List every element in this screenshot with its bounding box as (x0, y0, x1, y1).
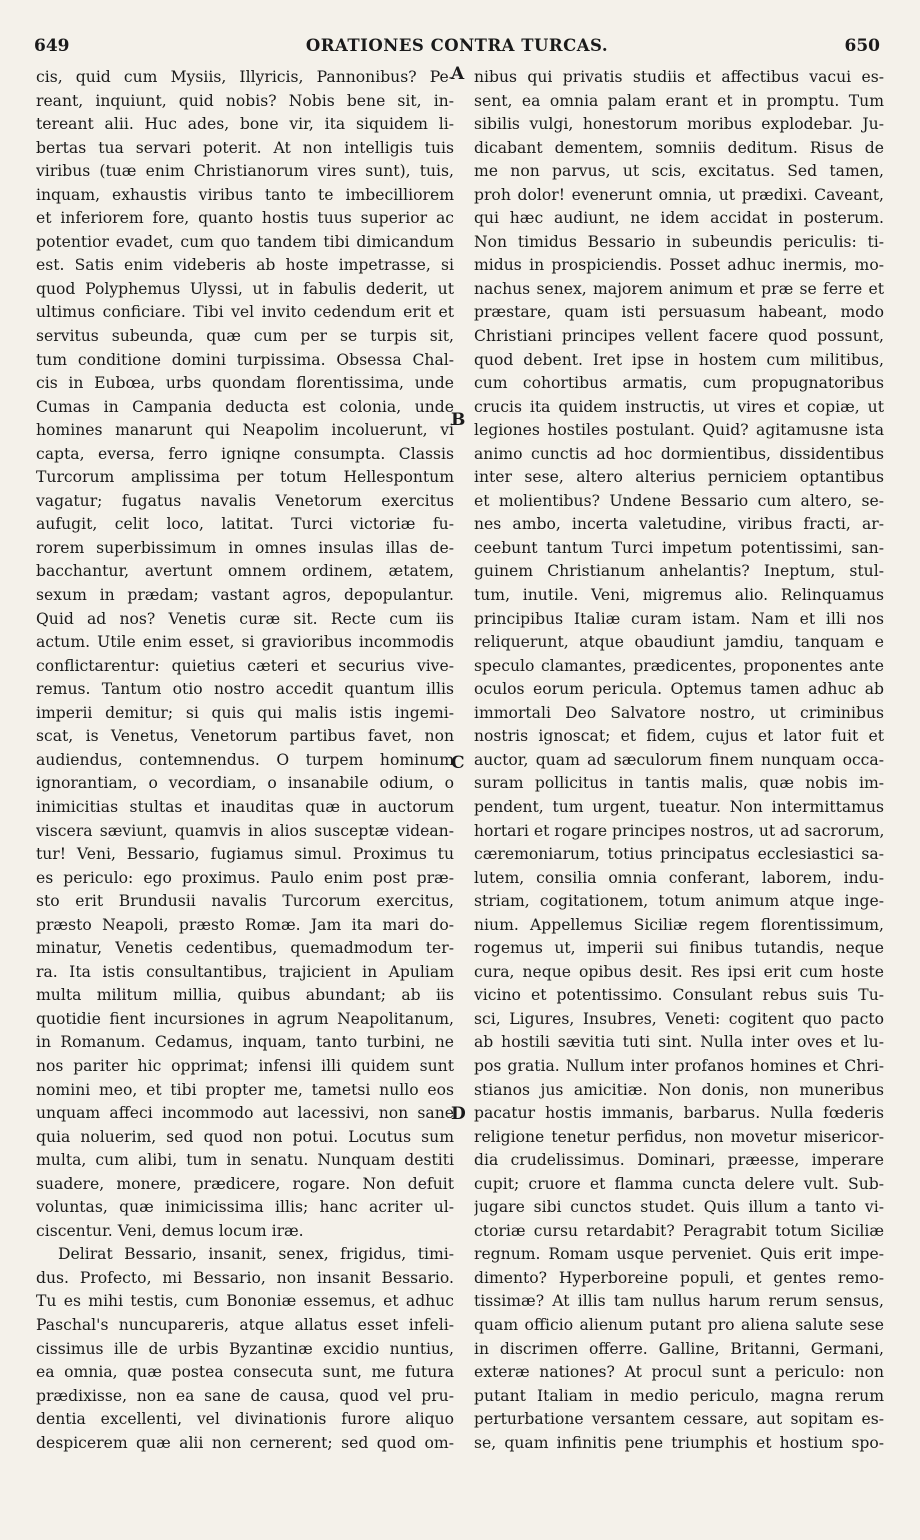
text-line: se, quam infinitis pene triumphis et hostium spo- (474, 1433, 884, 1452)
text-line: scat, is Venetus, Venetorum partibus favet, non (36, 727, 454, 746)
text-line: crucis ita quidem instructis, ut vires et copiæ, ut (474, 397, 884, 416)
text-line: Turcorum amplissima per totum Hellespontum (36, 468, 454, 487)
text-line: dia crudelissimus. Dominari, præesse, imperare (474, 1151, 884, 1170)
text-line: regnum. Romam usque perveniet. Quis erit impe- (474, 1245, 884, 1264)
text-line: imperii demitur; si quis qui malis istis ingemi- (36, 703, 454, 722)
text-line: despicerem quæ alii non cernerent; sed quod om- (36, 1433, 454, 1452)
text-line: Christiani principes vellent facere quod possunt, (474, 327, 884, 346)
text-line: dus. Profecto, mi Bessario, non insanit Bessario. (36, 1268, 454, 1287)
text-line: viribus (tuæ enim Christianorum vires sunt), tuis, (36, 162, 454, 181)
text-line: quia noluerim, sed quod non potui. Locutus sum (36, 1127, 454, 1146)
text-line: es periculo: ego proximus. Paulo enim post præ- (36, 868, 454, 887)
text-line: quam officio alienum putant pro aliena salute sese (474, 1315, 884, 1334)
text-line: cæremoniarum, totius principatus ecclesiastici sa- (474, 845, 884, 864)
text-line: quod debent. Iret ipse in hostem cum militibus, (474, 350, 884, 369)
text-line: pos gratia. Nullum inter profanos homines et Chri- (474, 1056, 884, 1075)
text-line: servitus subeunda, quæ cum per se turpis sit, (36, 327, 454, 346)
text-line: conflictarentur: quietius cæteri et securius vive- (36, 656, 454, 675)
text-line: est. Satis enim videberis ab hoste impetrasse, si (36, 256, 454, 275)
section-marker-d: D (451, 1104, 466, 1124)
text-line: midus in prospiciendis. Posset adhuc inermis, mo- (474, 256, 884, 275)
text-line: striam, cogitationem, totum animum atque inge- (474, 892, 884, 911)
text-line: nibus qui privatis studiis et affectibus vacui es- (474, 68, 884, 86)
text-line: tissimæ? At illis tam nullus harum rerum sensus, (474, 1292, 884, 1311)
text-line: ignorantiam, o vecordiam, o insanabile odium, o (36, 774, 454, 793)
text-line: dicabant dementem, somniis deditum. Risus de (474, 138, 884, 157)
text-line: ab hostili sævitia tuti sint. Nulla inter oves et lu- (474, 1033, 884, 1052)
text-line: nos pariter hic opprimat; infensi illi quidem sunt (36, 1056, 454, 1075)
text-line: rogemus ut, imperii sui finibus tutandis, neque (474, 939, 884, 958)
text-line: stianos jus amicitiæ. Non donis, non muneribus (474, 1080, 884, 1099)
text-line: prædixisse, non ea sane de causa, quod vel pru- (36, 1386, 454, 1405)
text-line: cis in Eubœa, urbs quondam florentissima, unde (36, 374, 454, 393)
text-line: putant Italiam in medio periculo, magna rerum (474, 1386, 884, 1405)
text-line: sibilis vulgi, honestorum moribus explodebar. Ju- (474, 115, 884, 134)
text-line: exteræ nationes? At procul sunt a periculo: non (474, 1363, 884, 1382)
text-line: dentia excellenti, vel divinationis furore aliquo (36, 1410, 454, 1429)
text-line: cis, quid cum Mysiis, Illyricis, Pannonibus? Pe- (36, 68, 454, 86)
right-text-column (474, 66, 884, 1455)
text-line: tur! Veni, Bessario, fugiamus simul. Proximus tu (36, 845, 454, 864)
text-line: jugare sibi cunctos studet. Quis illum a tanto vi- (474, 1198, 884, 1217)
text-line: multa militum millia, quibus abundant; ab iis (36, 986, 454, 1005)
text-line: cissimus ille de urbis Byzantinæ excidio nuntius, (36, 1339, 454, 1358)
text-line: rorem superbissimum in omnes insulas illas de- (36, 538, 454, 557)
text-line: suadere, monere, prædicere, rogare. Non defuit (36, 1174, 454, 1193)
text-line: speculo clamantes, prædicentes, proponentes ante (474, 656, 884, 675)
text-line: auctor, quam ad sæculorum finem nunquam occa- (474, 750, 884, 769)
text-line: inter sese, altero alterius perniciem optantibus (474, 468, 884, 487)
text-line: vicino et potentissimo. Consulant rebus suis Tu- (474, 986, 884, 1005)
text-line: ctoriæ cursu retardabit? Peragrabit totum Siciliæ (474, 1221, 884, 1240)
text-line: homines manarunt qui Neapolim incoluerunt, vi (36, 421, 454, 440)
text-line: sent, ea omnia palam erant et in promptu. Tum (474, 91, 884, 110)
text-line: legiones hostiles postulant. Quid? agitamusne ista (474, 421, 884, 440)
text-line: oculos eorum pericula. Optemus tamen adhuc ab (474, 680, 884, 699)
text-line: audiendus, contemnendus. O turpem hominum (36, 750, 454, 769)
text-line: aufugit, celit loco, latitat. Turci victoriæ fu- (36, 515, 454, 534)
text-line: nium. Appellemus Siciliæ regem florentissimum, (474, 915, 884, 934)
text-line: Quid ad nos? Venetis curæ sit. Recte cum iis (36, 609, 454, 628)
text-line: immortali Deo Salvatore nostro, ut criminibus (474, 703, 884, 722)
text-line: animo cunctis ad hoc dormientibus, dissidentibus (474, 444, 884, 463)
text-line: et inferiorem fore, quanto hostis tuus superior ac (36, 209, 454, 228)
text-line: reliquerunt, atque obaudiunt jamdiu, tanquam e (474, 633, 884, 652)
text-line: cura, neque opibus desit. Res ipsi erit cum hoste (474, 962, 884, 981)
text-line: ultimus conficiare. Tibi vel invito cedendum erit et (36, 303, 454, 322)
text-line: qui hæc audiunt, ne idem accidat in posterum. (474, 209, 884, 228)
text-line: vagatur; fugatus navalis Venetorum exercitus (36, 491, 454, 510)
text-line: reant, inquiunt, quid nobis? Nobis bene sit, in- (36, 91, 454, 110)
page-number-left: 649 (34, 36, 70, 56)
text-line: ea omnia, quæ postea consecuta sunt, me futura (36, 1363, 454, 1382)
page-number-right: 650 (844, 36, 880, 56)
text-line: pendent, tum urgent, tueatur. Non intermittamus (474, 797, 884, 816)
text-line: Tu es mihi testis, cum Bononiæ essemus, et adhuc (36, 1292, 454, 1311)
text-line: sexum in prædam; vastant agros, depopulantur. (36, 586, 454, 605)
text-line: potentior evadet, cum quo tandem tibi dimicandum (36, 232, 454, 251)
running-title: ORATIONES CONTRA TURCAS. (305, 36, 609, 55)
text-line: nostris ignoscat; et fidem, cujus et lator fuit et (474, 727, 884, 746)
text-line: nes ambo, incerta valetudine, viribus fracti, ar- (474, 515, 884, 534)
text-line: inimicitias stultas et inauditas quæ in auctorum (36, 797, 454, 816)
text-line: tum conditione domini turpissima. Obsessa Chal- (36, 350, 454, 369)
text-line: voluntas, quæ inimicissima illis; hanc acriter ul- (36, 1198, 454, 1217)
text-line: præstare, quam isti persuasum habeant, modo (474, 303, 884, 322)
text-line: guinem Christianum anhelantis? Ineptum, stul- (474, 562, 884, 581)
text-line: cupit; cruore et flamma cuncta delere vult. Sub- (474, 1174, 884, 1193)
text-line: perturbatione versantem cessare, aut sopitam es- (474, 1410, 884, 1429)
text-line: inquam, exhaustis viribus tanto te imbecilliorem (36, 185, 454, 204)
text-line: ceebunt tantum Turci impetum potentissimi, san- (474, 538, 884, 557)
text-line: lutem, consilia omnia conferant, laborem, indu- (474, 868, 884, 887)
text-line: nachus senex, majorem animum et præ se ferre et (474, 279, 884, 298)
section-marker-c: C (451, 753, 465, 773)
text-line: me non parvus, ut scis, excitatus. Sed tamen, (474, 162, 884, 181)
text-line: religione tenetur perfidus, non movetur misericor- (474, 1127, 884, 1146)
text-line: bacchantur, avertunt omnem ordinem, ætatem, (36, 562, 454, 581)
text-line: actum. Utile enim esset, si gravioribus incommodis (36, 633, 454, 652)
text-line: sci, Ligures, Insubres, Veneti: cogitent quo pacto (474, 1009, 884, 1028)
text-line: in Romanum. Cedamus, inquam, tanto turbini, ne (36, 1033, 454, 1052)
text-line: nomini meo, et tibi propter me, tametsi nullo eos (36, 1080, 454, 1099)
text-line: proh dolor! evenerunt omnia, ut prædixi. Caveant, (474, 185, 884, 204)
text-line: capta, eversa, ferro igniqne consumpta. Classis (36, 444, 454, 463)
text-line: ciscentur. Veni, demus locum iræ. (36, 1221, 304, 1240)
text-line: principibus Italiæ curam istam. Nam et illi nos (474, 609, 884, 628)
text-line: cum cohortibus armatis, cum propugnatoribus (474, 374, 884, 393)
text-line: Delirat Bessario, insanit, senex, frigidus, timi- (58, 1245, 454, 1264)
text-line: remus. Tantum otio nostro accedit quantum illis (36, 680, 454, 699)
text-line: viscera sæviunt, quamvis in alios susceptæ videan- (36, 821, 454, 840)
text-line: præsto Neapoli, præsto Romæ. Jam ita mari do- (36, 915, 454, 934)
left-text-column (36, 66, 454, 1455)
page-header (34, 36, 880, 62)
text-line: tereant alii. Huc ades, bone vir, ita siquidem li- (36, 115, 454, 134)
text-line: minatur, Venetis cedentibus, quemadmodum ter- (36, 939, 454, 958)
text-line: Paschal's nuncupareris, atque allatus esset infeli- (36, 1315, 454, 1334)
text-line: Non timidus Bessario in subeundis periculis: ti- (474, 232, 884, 251)
text-line: Cumas in Campania deducta est colonia, unde (36, 397, 454, 416)
text-line: et molientibus? Undene Bessario cum altero, se- (474, 491, 884, 510)
text-line: quotidie fient incursiones in agrum Neapolitanum, (36, 1009, 454, 1028)
text-line: suram pollicitus in tantis malis, quæ nobis im- (474, 774, 884, 793)
text-line: quod Polyphemus Ulyssi, ut in fabulis dederit, ut (36, 279, 454, 298)
text-line: dimento? Hyperboreine populi, et gentes remo- (474, 1268, 884, 1287)
text-line: ra. Ita istis consultantibus, trajicient in Apuliam (36, 962, 454, 981)
section-marker-b: B (451, 410, 466, 430)
text-line: hortari et rogare principes nostros, ut ad sacrorum, (474, 821, 884, 840)
text-line: sto erit Brundusii navalis Turcorum exercitus, (36, 892, 454, 911)
text-line: unquam affeci incommodo aut lacessivi, non sane (36, 1104, 454, 1123)
text-line: multa, cum alibi, tum in senatu. Nunquam destiti (36, 1151, 454, 1170)
text-line: in discrimen offerre. Galline, Britanni, Germani, (474, 1339, 884, 1358)
text-line: pacatur hostis immanis, barbarus. Nulla fœderis (474, 1104, 884, 1123)
text-line: bertas tua servari poterit. At non intelligis tuis (36, 138, 454, 157)
text-line: tum, inutile. Veni, migremus alio. Relinquamus (474, 586, 884, 605)
section-marker-a: A (451, 64, 465, 84)
